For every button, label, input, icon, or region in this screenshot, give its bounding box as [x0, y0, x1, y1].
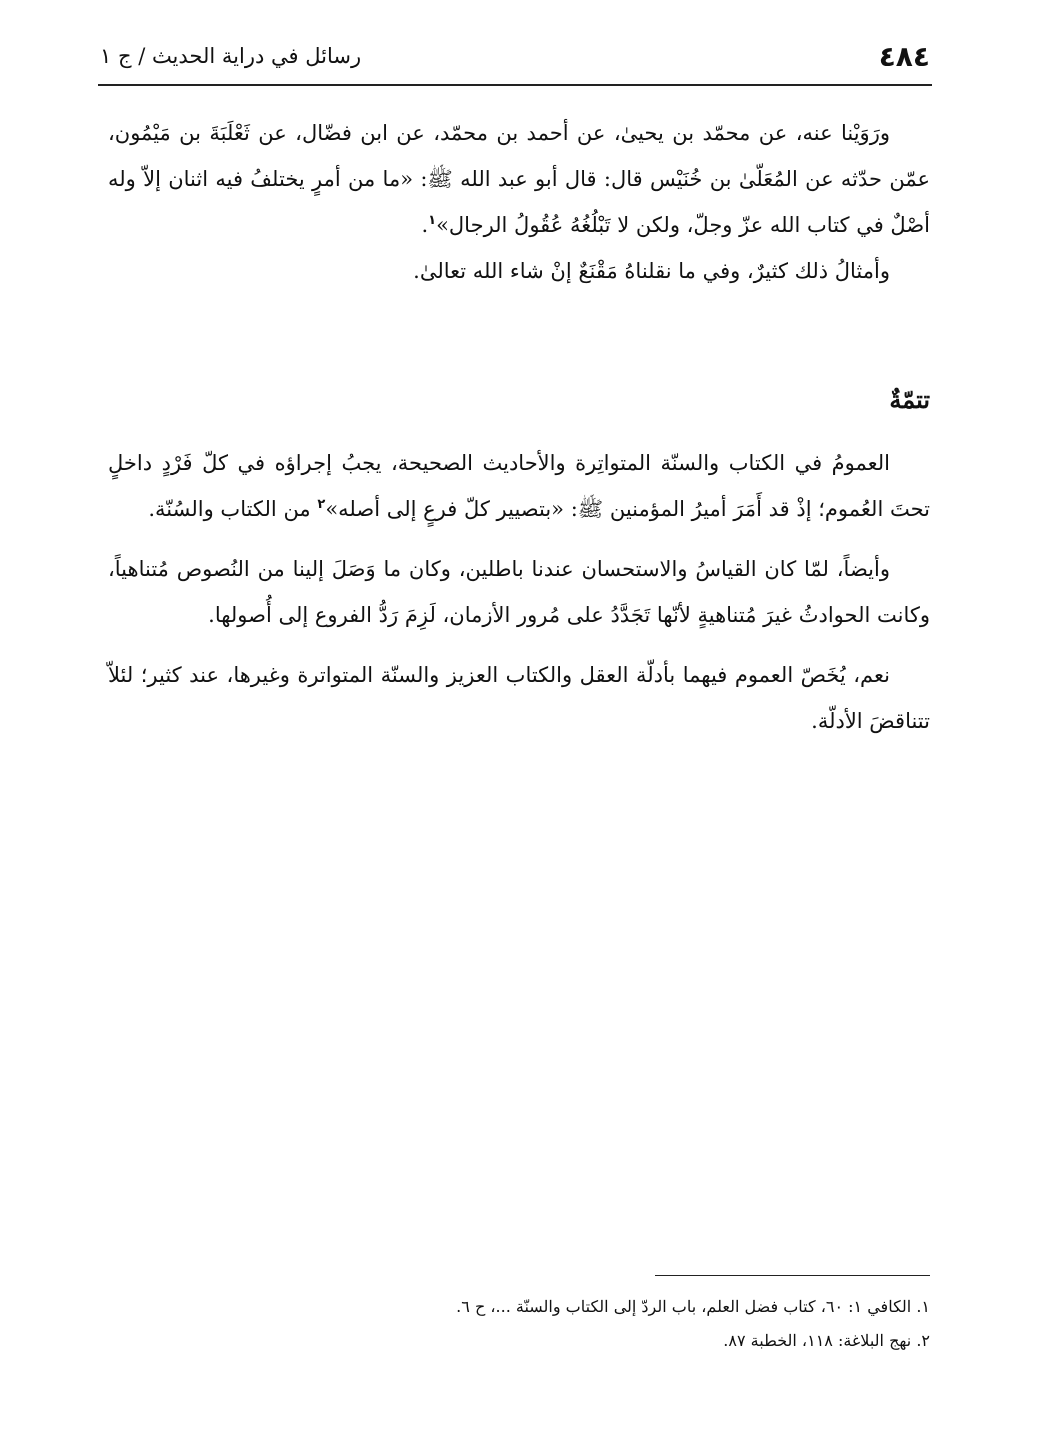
footnote: ١. الكافي ١: ٦٠، كتاب فضل العلم، باب الردّ إلى الكتاب والسنّة ...، ح ٦. — [456, 1297, 930, 1316]
footnote: ٢. نهج البلاغة: ١١٨، الخطبة ٨٧. — [723, 1331, 930, 1350]
page-header — [100, 40, 930, 80]
body-paragraph — [108, 110, 930, 248]
section-paragraph: وأيضاً، لمّا كان القياسُ والاستحسان عندنا باطلين، وكان ما وَصَلَ إلينا من النُصوص مُتناهياً، وكانت الحوادثُ غيرَ مُتناهيةٍ لأنّها تَجَدَّدُ على مُرور الأزمان، لَزِمَ رَدُّ الفروع إلى أُصولها. — [108, 557, 930, 627]
section-paragraph — [108, 440, 930, 532]
footnote-ref: ٢ — [317, 497, 326, 512]
footnote-rule — [655, 1275, 930, 1276]
page-number: ٤٨٤ — [878, 40, 930, 73]
section-paragraph-text: العمومُ في الكتاب والسنّة المتواتِرة والأحاديث الصحيحة، يجبُ إجراؤه في كلّ فَرْدٍ داخلٍ تحتَ العُموم؛ إذْ قد أَمَرَ أميرُ المؤمنين ﷺ: «بتصيير كلّ فرعٍ إلى أصله» — [108, 451, 930, 521]
body-paragraph-text: ورَوَيْنا عنه، عن محمّد بن يحيىٰ، عن أحمد بن محمّد، عن ابن فضّال، عن ثَعْلَبَةَ بن مَيْمُون، عمّن حدّثه عن المُعَلّىٰ بن خُنَيْس قال: قال أبو عبد الله ﷺ: «ما من أمرٍ يختلفُ فيه اثنان إلاّ وله أصْلٌ في كتاب الله عزّ وجلّ، ولكن لا تَبْلُغُهُ عُقُولُ الرجال» — [108, 121, 930, 237]
header-rule — [98, 84, 932, 86]
section-paragraph: نعم، يُخَصّ العموم فيهما بأدلّة العقل والكتاب العزيز والسنّة المتواترة وغيرها، عند كثير؛ لئلاّ تتناقضَ الأدلّة. — [108, 663, 930, 733]
running-title: رسائل في دراية الحديث / ج ١ — [100, 44, 362, 68]
body-paragraph-end: . — [421, 213, 429, 237]
body-paragraph: وأمثالُ ذلك كثيرٌ، وفي ما نقلناهُ مَقْنَعٌ إنْ شاء الله تعالىٰ. — [413, 259, 890, 283]
section-paragraph-continuation: من الكتاب والسُنّة. — [148, 497, 311, 521]
section-title: تتمّةٌ — [889, 385, 930, 414]
body-text — [108, 110, 930, 308]
footnotes — [108, 1290, 930, 1358]
section-text — [108, 440, 930, 758]
footnote-ref: ١ — [428, 213, 437, 228]
